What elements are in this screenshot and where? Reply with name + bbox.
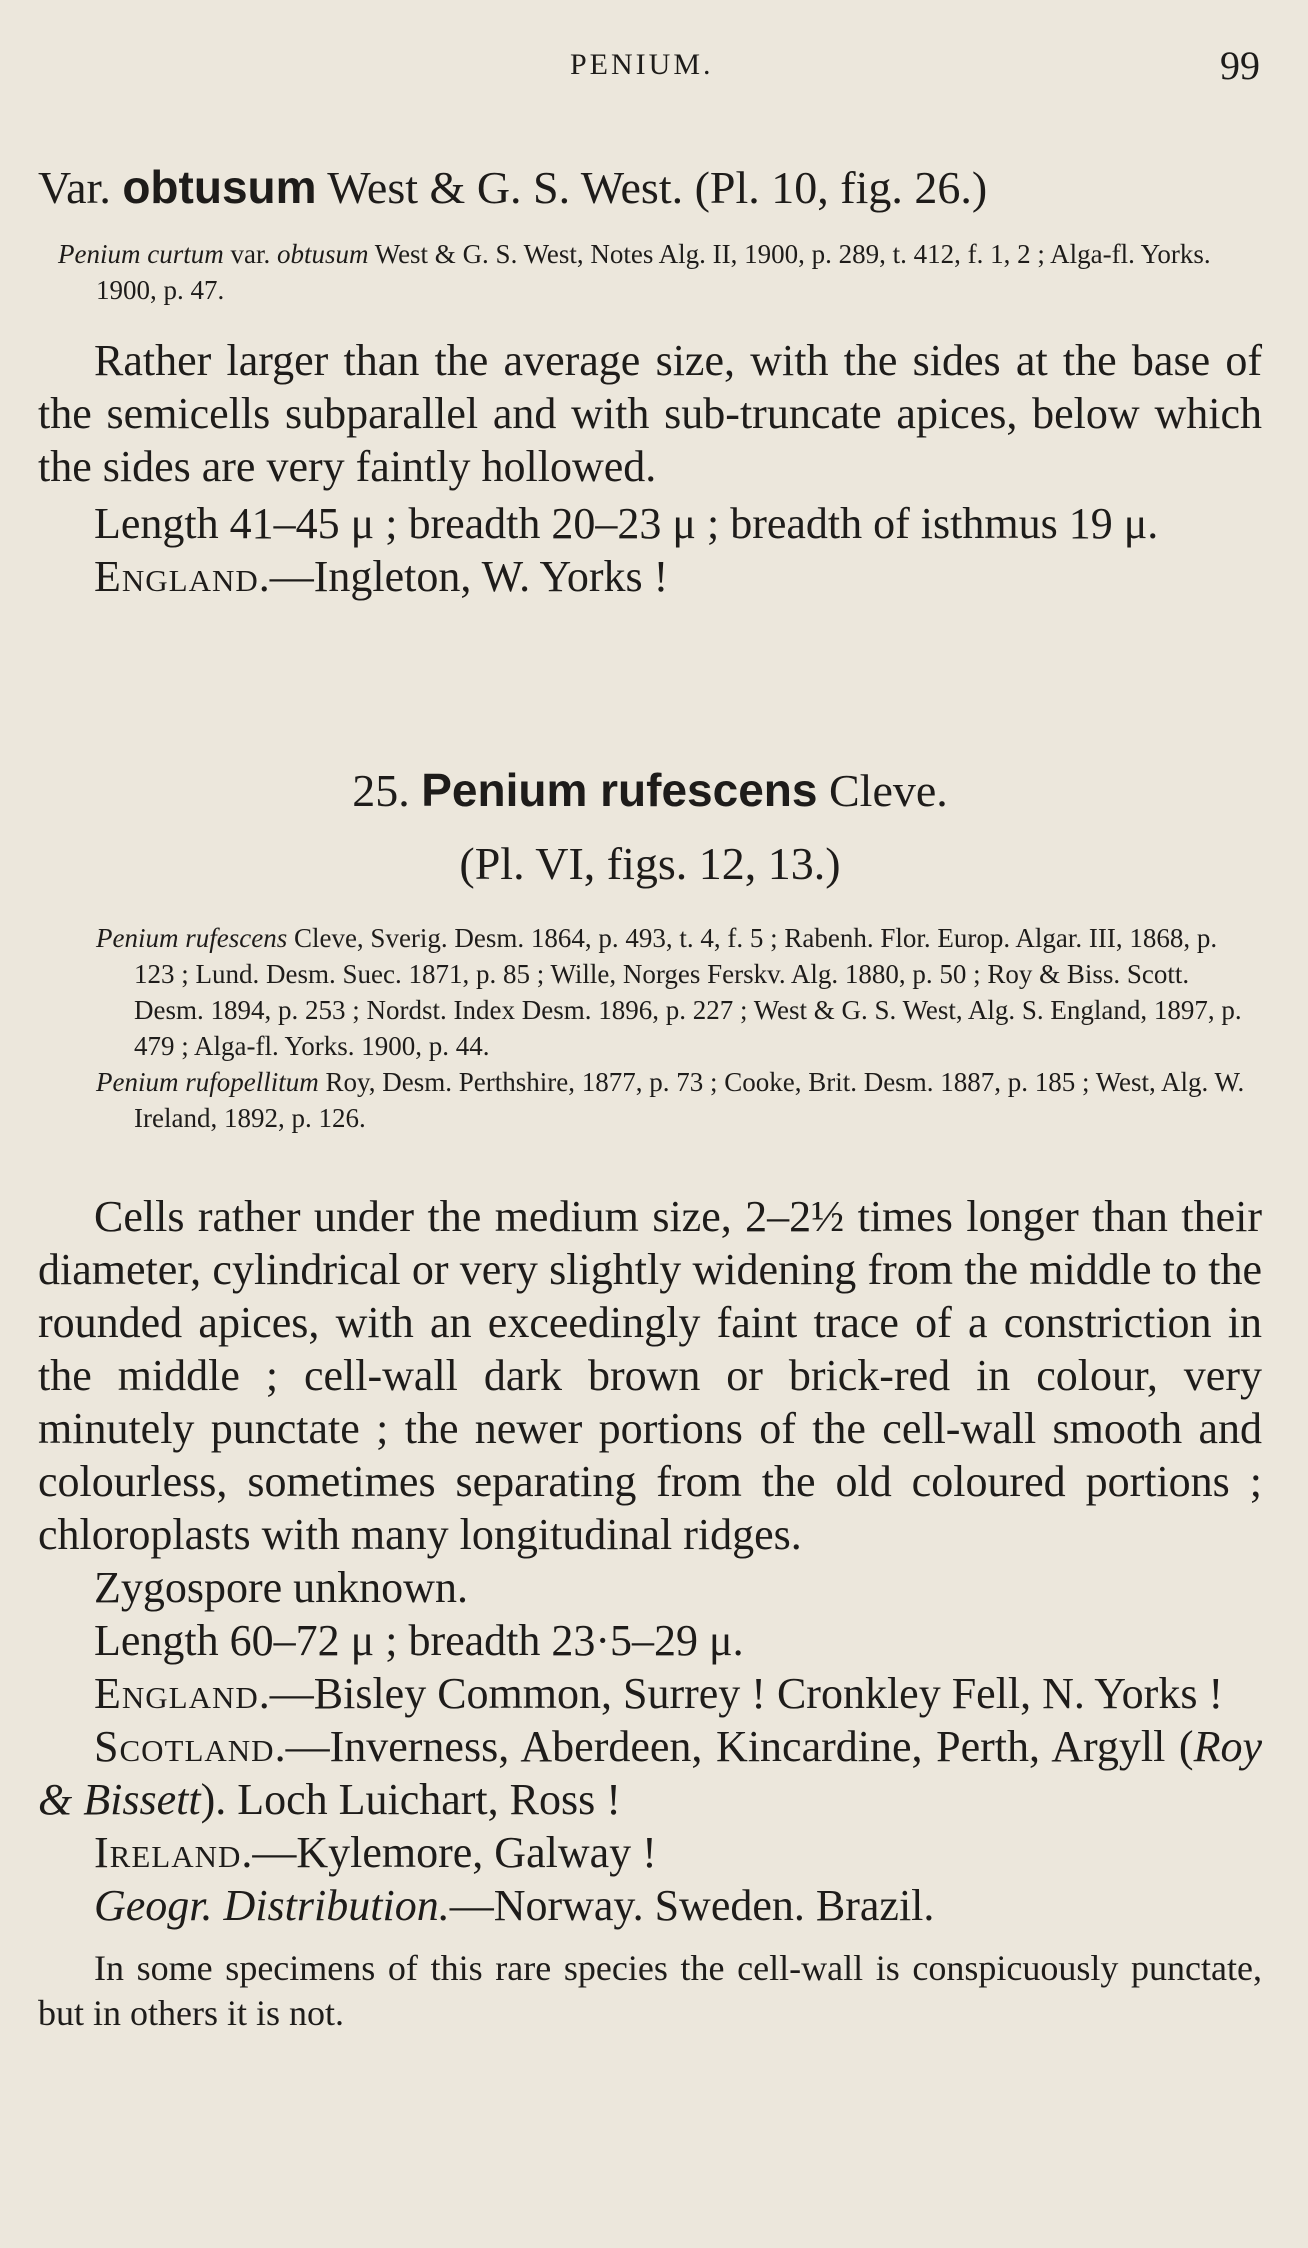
species-name: Penium rufescens bbox=[421, 764, 818, 816]
variety-measurements: Length 41–45 μ ; breadth 20–23 μ ; breadth of isthmus 19 μ. bbox=[94, 499, 1159, 548]
geographic-distribution bbox=[38, 1879, 1262, 1932]
species-heading-block bbox=[38, 763, 1262, 891]
ireland-region: Ireland bbox=[94, 1828, 242, 1877]
variety-heading-post: West & G. S. West. (Pl. 10, fig. 26.) bbox=[316, 162, 988, 213]
species-heading bbox=[38, 763, 1262, 818]
locality-scotland bbox=[38, 1720, 1262, 1826]
scotland-text: .—Inverness, Aberdeen, Kincardine, Perth, Argyll ( bbox=[274, 1722, 1194, 1771]
england-region: England bbox=[94, 1669, 259, 1718]
variety-name: obtusum bbox=[122, 161, 317, 213]
geo-label: Geogr. Distribution. bbox=[94, 1881, 450, 1930]
variety-syn-taxon: Penium curtum bbox=[58, 239, 224, 269]
variety-heading bbox=[38, 160, 1262, 215]
species-syn1-rest: Cleve, Sverig. Desm. 1864, p. 493, t. 4, f. 5 ; Rabenh. Flor. Europ. Algar. III, 1868, p. 123 ; Lund. Desm. Suec. 1871, p. 85 ; Wille, Norges Ferskv. Alg. 1880, p. 50 ; Roy & Biss. Scott. Desm. 1894, p. 253 ; Nordst. Index Desm. 1896, p. 227 ; West & G. S. West, Alg. S. England, 1897, p. 479 ; Alga-fl. Yorks. 1900, p. 44. bbox=[134, 923, 1242, 1061]
species-synonym-2 bbox=[96, 1064, 1256, 1136]
variety-body bbox=[38, 334, 1262, 603]
species-number: 25. bbox=[352, 765, 422, 816]
species-description: Cells rather under the medium size, 2–2½ times longer than their diameter, cylindrical or very slightly widening from the middle to the rounded apices, with an exceedingly faint trace of a constriction in the middle ; cell-wall dark brown or brick-red in colour, very minutely punctate ; the newer portions of the cell-wall smooth and colourless, sometimes separating from the old coloured portions ; chloroplasts with many longitudinal ridges. bbox=[38, 1192, 1262, 1559]
species-zygospore: Zygospore unknown. bbox=[94, 1563, 468, 1612]
ireland-text: .—Kylemore, Galway ! bbox=[241, 1828, 657, 1877]
species-measurements: Length 60–72 μ ; breadth 23·5–29 μ. bbox=[94, 1616, 744, 1665]
variety-locality bbox=[38, 550, 1262, 603]
variety-heading-pre: Var. bbox=[38, 162, 123, 213]
species-note: In some specimens of this rare species the cell-wall is conspicuously punctate, but in others it is not. bbox=[38, 1948, 1262, 2033]
species-synonym-1 bbox=[96, 920, 1256, 1064]
locality-england bbox=[38, 1667, 1262, 1720]
variety-description: Rather larger than the average size, with the sides at the base of the semicells subparallel and with sub-truncate apices, below which the sides are very faintly hollowed. bbox=[38, 336, 1262, 491]
variety-section bbox=[38, 160, 1262, 215]
running-head bbox=[0, 43, 1308, 88]
page-number: 99 bbox=[1220, 43, 1260, 88]
variety-synonymy bbox=[58, 236, 1262, 308]
running-title: PENIUM. bbox=[570, 48, 714, 81]
species-syn2-rest: Roy, Desm. Perthshire, 1877, p. 73 ; Cooke, Brit. Desm. 1887, p. 185 ; West, Alg. W. Ireland, 1892, p. 126. bbox=[134, 1067, 1245, 1133]
variety-locality-region: England bbox=[94, 552, 259, 601]
scotland-text-2: ). Loch Luichart, Ross ! bbox=[200, 1775, 621, 1824]
species-plate-ref: (Pl. VI, figs. 12, 13.) bbox=[459, 838, 841, 890]
species-syn2-taxon: Penium rufopellitum bbox=[96, 1067, 319, 1097]
variety-synonym bbox=[58, 236, 1262, 308]
variety-syn-mid: var. bbox=[223, 239, 277, 269]
variety-syn-rest: West & G. S. West, Notes Alg. II, 1900, p. 289, t. 412, f. 1, 2 ; Alga-fl. Yorks. 1900, p. 47. bbox=[96, 239, 1211, 305]
scotland-authority: Roy & Bissett bbox=[38, 1722, 1262, 1824]
species-body bbox=[38, 1190, 1262, 2036]
geo-text: —Norway. Sweden. Brazil. bbox=[449, 1881, 935, 1930]
species-synonymy bbox=[96, 920, 1256, 1136]
variety-syn-taxon-2: obtusum bbox=[276, 239, 369, 269]
england-text: .—Bisley Common, Surrey ! Cronkley Fell, N. Yorks ! bbox=[258, 1669, 1224, 1718]
locality-ireland bbox=[38, 1826, 1262, 1879]
scotland-region: Scotland bbox=[94, 1722, 275, 1771]
species-author: Cleve. bbox=[817, 765, 948, 816]
species-syn1-taxon: Penium rufescens bbox=[96, 923, 288, 953]
variety-locality-text: .—Ingleton, W. Yorks ! bbox=[258, 552, 669, 601]
